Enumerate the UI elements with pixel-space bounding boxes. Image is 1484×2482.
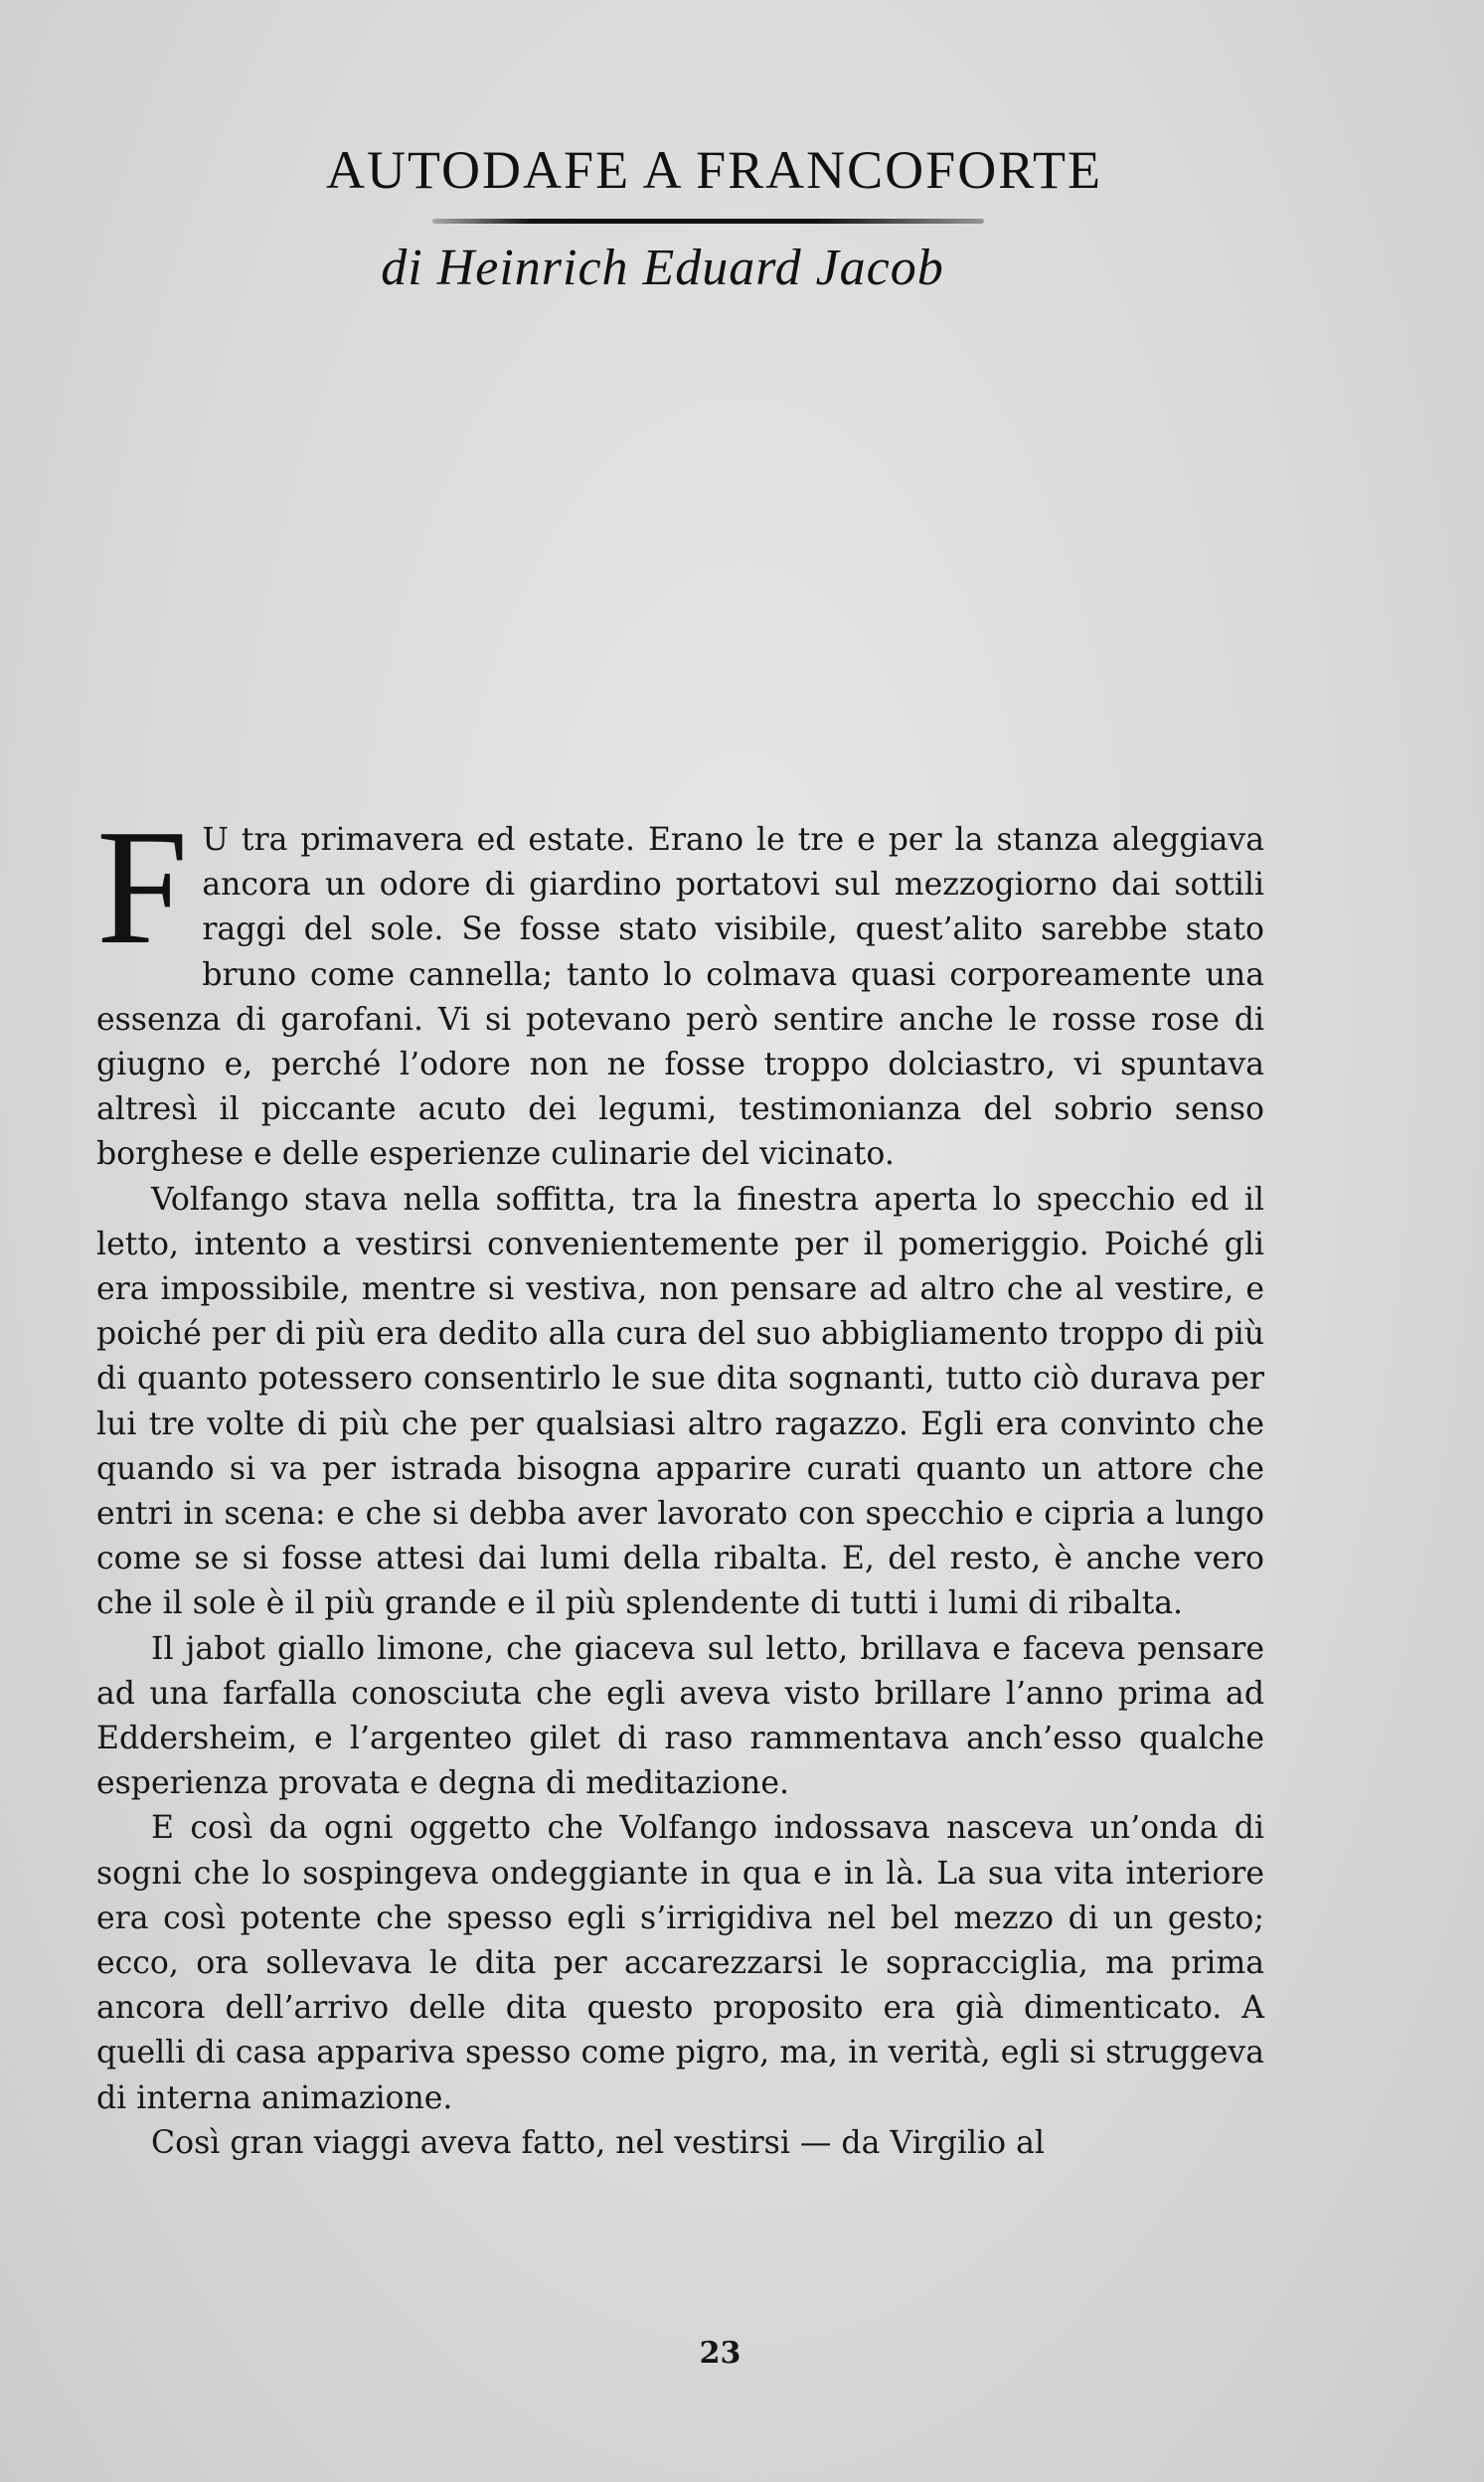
paragraph-2: Volfango stava nella soffitta, tra la finestra aperta lo specchio ed il letto, intento a vestirsi convenientemente per il pomeriggio. Poiché gli era impossibile, mentre si vestiva, non pensare ad altro che al vestire, e poiché per di più era dedito alla cura del suo abbigliamento troppo di più di quanto potessero consentirlo le sue dita sognanti, tutto ciò durava per lui tre volte di più che per qualsiasi altro ragazzo. Egli era convinto che quando si va per istrada bisogna apparire curati quanto un attore che entri in scena: e che si debba aver lavorato con specchio e cipria a lungo come se si fosse attesi dai lumi della ribalta. E, del resto, è anche vero che il sole è il più grande e il più splendente di tutti i lumi di ribalta.: [96, 1181, 1264, 1622]
author-byline: di Heinrich Eduard Jacob: [381, 240, 944, 296]
paragraph-1: [96, 795, 1264, 1178]
title-rule: [432, 219, 984, 224]
paragraph-5: Così gran viaggi aveva fatto, nel vestirsi — da Virgilio al: [151, 2124, 1045, 2161]
article-body: [96, 795, 1264, 2166]
page-number: 23: [699, 2336, 742, 2371]
drop-cap: F: [96, 795, 189, 978]
paragraph-3: Il jabot giallo limone, che giaceva sul letto, brillava e faceva pensare ad una farfalla conosciuta che egli aveva visto brillare l’anno prima ad Eddersheim, e l’argenteo gilet di raso rammentava anch’esso qualche esperienza provata e degna di meditazione.: [96, 1630, 1264, 1802]
paragraph-4: E così da ogni oggetto che Volfango indossava nasceva un’onda di sogni che lo sospingeva ondeggiante in qua e in là. La sua vita interiore era così potente che spesso egli s’irrigidiva nel bel mezzo di un gesto; ecco, ora sollevava le dita per accarezzarsi le sopracciglia, ma prima ancora dell’arrivo delle dita questo proposito era già dimenticato. A quelli di casa appariva spesso come pigro, ma, in verità, egli si struggeva di interna animazione.: [96, 1810, 1264, 2116]
paragraph-1-text: U tra primavera ed estate. Erano le tre e per la stanza aleggiava ancora un odore di giardino portatovi sul mezzogiorno dai sottili raggi del sole. Se fosse stato visibile, quest’alito sarebbe stato bruno come cannella; tanto lo colmava quasi corporeamente una essenza di garofani. Vi si potevano però sentire anche le rosse rose di giugno e, perché l’odore non ne fosse troppo dolciastro, vi spuntava altresì il piccante acuto dei legumi, testimonianza del sobrio senso borghese e delle esperienze culinarie del vicinato.: [96, 822, 1264, 1173]
article-title: AUTODAFE A FRANCOFORTE: [326, 140, 1102, 200]
